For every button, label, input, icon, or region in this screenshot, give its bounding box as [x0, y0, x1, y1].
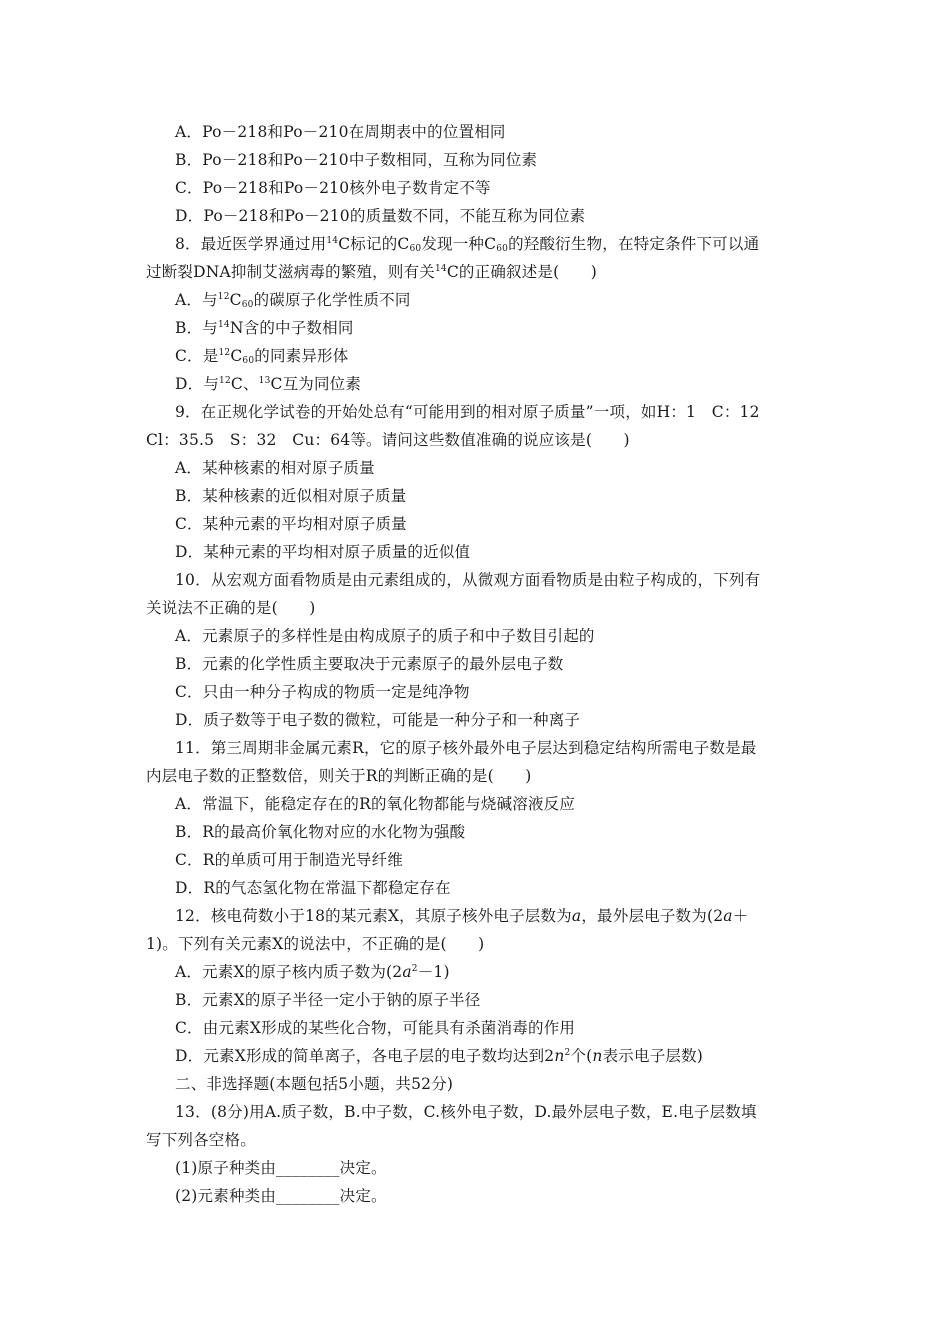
q8-option-c: C．是$^{12}C_{60}$的同素异形体: [175, 347, 349, 366]
q9-option-c: C．某种元素的平均相对原子质量: [175, 515, 407, 533]
q7-option-d: D．Po－218和Po－210的质量数不同，不能互称为同位素: [175, 207, 586, 225]
q12-option-c: C．由元素X形成的某些化合物，可能具有杀菌消毒的作用: [175, 1019, 576, 1037]
q10-option-c: C．只由一种分子构成的物质一定是纯净物: [175, 683, 470, 701]
q12-option-d: D．元素X形成的简单离子，各电子层的电子数均达到$2n^2$个(n表示电子层数): [175, 1047, 704, 1065]
q7-option-a: A．Po－218和Po－210在周期表中的位置相同: [175, 123, 506, 141]
q9-option-d: D．某种元素的平均相对原子质量的近似值: [175, 543, 471, 561]
q9-stem-line1: 9．在正规化学试卷的开始处总有“可能用到的相对原子质量”一项，如H：1 C：12: [175, 403, 760, 421]
q10-option-b: B．元素的化学性质主要取决于元素原子的最外层电子数: [175, 655, 564, 673]
q13-sub-1: (1)原子种类由________决定。: [175, 1159, 387, 1177]
q13-stem-line2: 写下列各空格。: [146, 1131, 256, 1149]
q7-option-c: C．Po－218和Po－210核外电子数肯定不等: [175, 179, 491, 197]
q9-option-a: A．某种核素的相对原子质量: [175, 459, 375, 477]
q12-stem-line2: 1)。下列有关元素X的说法中，不正确的是( ): [146, 935, 485, 953]
q9-option-b: B．某种核素的近似相对原子质量: [175, 487, 407, 505]
q8-option-a: A．与$^{12}C_{60}$的碳原子化学性质不同: [175, 291, 411, 310]
q10-option-d: D．质子数等于电子数的微粒，可能是一种分子和一种离子: [175, 711, 581, 729]
q11-option-b: B．R的最高价氧化物对应的水化物为强酸: [175, 823, 466, 841]
q8-stem-line1: 8．最近医学界通过用$^{14}$C标记的$C_{60}$发现一种$C_{60}$的羟酸衍生物，在特定条件下可以通: [175, 235, 760, 254]
q10-stem-line2: 关说法不正确的是( ): [146, 599, 316, 617]
q10-option-a: A．元素原子的多样性是由构成原子的质子和中子数目引起的: [175, 627, 595, 645]
q13-stem-line1: 13．(8分)用A.质子数，B.中子数，C.核外电子数，D.最外层电子数，E.电子层数填: [175, 1103, 757, 1121]
q11-option-d: D．R的气态氢化物在常温下都稳定存在: [175, 879, 451, 897]
q10-stem-line1: 10．从宏观方面看物质是由元素组成的，从微观方面看物质是由粒子构成的，下列有: [175, 571, 761, 589]
q13-sub-2: (2)元素种类由________决定。: [175, 1187, 387, 1205]
q8-stem-line2: 过断裂DNA抑制艾滋病毒的繁殖，则有关$^{14}$C的正确叙述是( ): [146, 263, 598, 281]
q9-stem-line2: Cl：35.5 S：32 Cu：64等。请问这些数值准确的说应该是( ): [146, 431, 630, 449]
q7-option-b: B．Po－218和Po－210中子数相同，互称为同位素: [175, 151, 538, 169]
section-heading: 二、非选择题(本题包括5小题，共52分): [175, 1075, 454, 1093]
q11-stem-line1: 11．第三周期非金属元素R，它的原子核外最外电子层达到稳定结构所需电子数是最: [175, 739, 757, 757]
q8-option-b: B．与$^{14}$N含的中子数相同: [175, 319, 354, 337]
q12-option-a: A．元素X的原子核内质子数为$(2a^2-1)$: [175, 963, 450, 981]
q12-option-b: B．元素X的原子半径一定小于钠的原子半径: [175, 991, 481, 1009]
q11-option-a: A．常温下，能稳定存在的R的氧化物都能与烧碱溶液反应: [175, 795, 576, 813]
q12-stem-line1: 12．核电荷数小于18的某元素X，其原子核外电子层数为a，最外层电子数为(2a＋: [175, 907, 749, 925]
q11-stem-line2: 内层电子数的正整数倍，则关于R的判断正确的是( ): [146, 767, 532, 785]
q8-option-d: D．与$^{12}$C、$^{13}$C互为同位素: [175, 375, 362, 393]
q11-option-c: C．R的单质可用于制造光导纤维: [175, 851, 404, 869]
